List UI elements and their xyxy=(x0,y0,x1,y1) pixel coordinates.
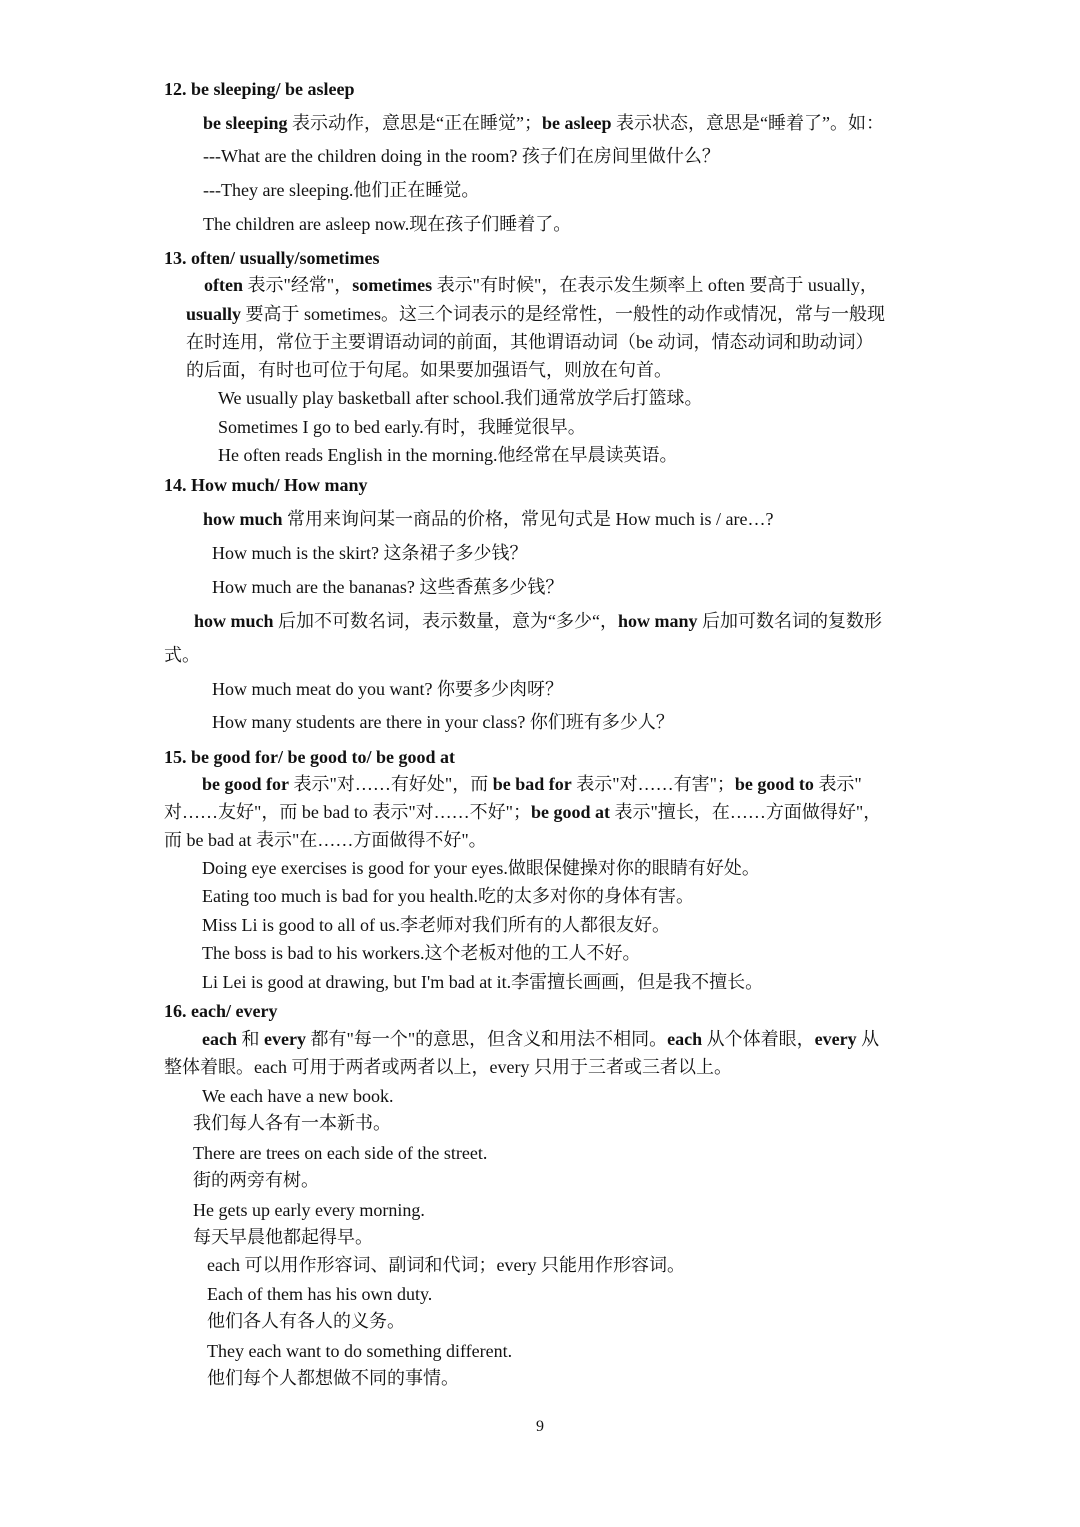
section-16-heading: 16. each/ every xyxy=(164,1001,278,1021)
section-13-example-2: Sometimes I go to bed early.有时，我睡觉很早。 xyxy=(218,417,586,437)
section-13-example-1: We usually play basketball after school.我们通常放学后打篮球。 xyxy=(218,388,703,408)
section-15-example-3: Miss Li is good to all of us.李老师对我们所有的人都很友好。 xyxy=(202,915,671,935)
section-14-example-4: How many students are there in your class? 你们班有多少人？ xyxy=(212,712,674,732)
section-16-line-1: each 和 every 都有"每一个"的意思，但含义和用法不相同。each 从个体着眼，every 从 xyxy=(202,1029,880,1049)
section-14-example-3: How much meat do you want? 你要多少肉呀？ xyxy=(212,679,563,699)
section-15-line-1: be good for 表示"对……有好处"，而 be bad for 表示"对……有害"；be good to 表示" xyxy=(202,774,862,794)
section-15-example-1: Doing eye exercises is good for your eyes.做眼保健操对你的眼睛有好处。 xyxy=(202,858,760,878)
section-14-line-3: 式。 xyxy=(164,645,200,665)
section-16-example-3: He gets up early every morning. xyxy=(193,1200,425,1220)
section-12-line-4: The children are asleep now.现在孩子们睡着了。 xyxy=(203,214,572,234)
section-16-example-5-translation: 他们每个人都想做不同的事情。 xyxy=(207,1368,459,1388)
page-number: 9 xyxy=(536,1418,544,1435)
section-16-line-3: each 可以用作形容词、副词和代词；every 只能用作形容词。 xyxy=(207,1255,685,1275)
section-14-heading: 14. How much/ How many xyxy=(164,475,368,495)
section-15-heading: 15. be good for/ be good to/ be good at xyxy=(164,747,456,767)
section-13-example-3: He often reads English in the morning.他经常在早晨读英语。 xyxy=(218,445,678,465)
section-13-line-3: 在时连用，常位于主要谓语动词的前面，其他谓语动词（be 动词，情态动词和助动词） xyxy=(186,332,874,352)
section-12-line-3: ---They are sleeping.他们正在睡觉。 xyxy=(203,180,480,200)
section-13-heading: 13. often/ usually/sometimes xyxy=(164,248,380,268)
section-16-line-2: 整体着眼。each 可用于两者或两者以上，every 只用于三者或三者以上。 xyxy=(164,1057,732,1077)
section-16-example-4: Each of them has his own duty. xyxy=(207,1284,433,1304)
section-14-line-2: how much 后加不可数名词，表示数量，意为“多少“，how many 后加可数名词的复数形 xyxy=(194,611,883,631)
section-16-example-4-translation: 他们各人有各人的义务。 xyxy=(207,1311,405,1331)
section-15-line-2: 对……友好"，而 be bad to 表示"对……不好"；be good at 表示"擅长，在……方面做得好"， xyxy=(164,802,882,822)
section-13-line-1: often 表示"经常"，sometimes 表示"有时候"，在表示发生频率上 often 要高于 usually， xyxy=(204,275,878,295)
section-13-line-4: 的后面，有时也可位于句尾。如果要加强语气，则放在句首。 xyxy=(186,360,672,380)
section-16-example-5: They each want to do something different. xyxy=(207,1341,513,1361)
section-13-line-2: usually 要高于 sometimes。这三个词表示的是经常性，一般性的动作或情况，常与一般现 xyxy=(186,304,886,324)
section-16-example-1-translation: 我们每人各有一本新书。 xyxy=(193,1113,391,1133)
section-16-example-2: There are trees on each side of the street. xyxy=(193,1143,488,1163)
section-15-line-3: 而 be bad at 表示"在……方面做得不好"。 xyxy=(164,830,487,850)
section-14-example-1: How much is the skirt? 这条裙子多少钱？ xyxy=(212,543,528,563)
section-16-example-1: We each have a new book. xyxy=(202,1086,394,1106)
section-12-line-2: ---What are the children doing in the room? 孩子们在房间里做什么？ xyxy=(203,146,720,166)
section-15-example-2: Eating too much is bad for you health.吃的太多对你的身体有害。 xyxy=(202,886,694,906)
section-14-line-1: how much 常用来询问某一商品的价格，常见句式是 How much is / are…? xyxy=(203,509,774,529)
section-15-example-4: The boss is bad to his workers.这个老板对他的工人不好。 xyxy=(202,943,641,963)
section-16-example-3-translation: 每天早晨他都起得早。 xyxy=(193,1227,373,1247)
section-12-line-1: be sleeping 表示动作，意思是“正在睡觉”；be asleep 表示状态，意思是“睡着了”。如： xyxy=(203,113,884,133)
section-16-example-2-translation: 街的两旁有树。 xyxy=(193,1170,319,1190)
section-14-example-2: How much are the bananas? 这些香蕉多少钱？ xyxy=(212,577,564,597)
section-12-heading: 12. be sleeping/ be asleep xyxy=(164,79,355,99)
section-15-example-5: Li Lei is good at drawing, but I'm bad at it.李雷擅长画画，但是我不擅长。 xyxy=(202,972,764,992)
